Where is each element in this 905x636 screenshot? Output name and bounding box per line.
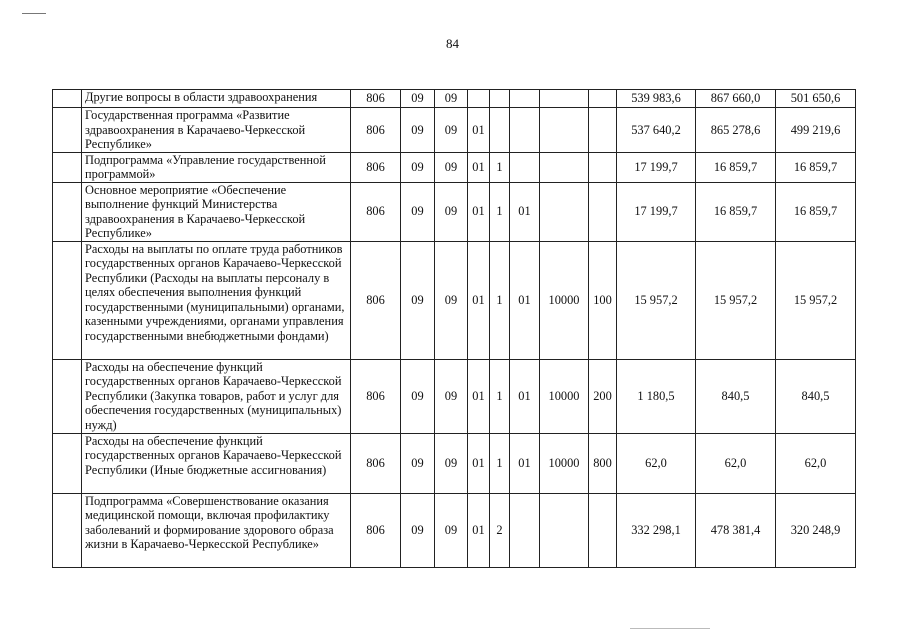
program-code-cell: 01 bbox=[468, 152, 490, 182]
subsection-code-cell: 09 bbox=[435, 152, 468, 182]
amount-3-cell: 16 859,7 bbox=[776, 152, 856, 182]
amount-1-cell: 62,0 bbox=[617, 433, 696, 493]
ministry-code-cell: 806 bbox=[351, 359, 401, 433]
scan-mark bbox=[630, 628, 710, 629]
row-spacer-cell bbox=[53, 152, 82, 182]
direction-code-cell bbox=[540, 90, 589, 108]
amount-2-cell: 16 859,7 bbox=[696, 182, 776, 241]
table-row bbox=[53, 493, 856, 567]
amount-2-cell: 15 957,2 bbox=[696, 241, 776, 359]
table-row bbox=[53, 241, 856, 359]
ministry-code-cell: 806 bbox=[351, 433, 401, 493]
section-code-cell: 09 bbox=[401, 90, 435, 108]
section-code-cell: 09 bbox=[401, 359, 435, 433]
direction-code-cell: 10000 bbox=[540, 433, 589, 493]
ministry-code-cell: 806 bbox=[351, 90, 401, 108]
event-code-cell: 01 bbox=[510, 359, 540, 433]
table-row bbox=[53, 182, 856, 241]
direction-code-cell bbox=[540, 108, 589, 153]
section-code-cell: 09 bbox=[401, 152, 435, 182]
event-code-cell bbox=[510, 90, 540, 108]
row-spacer-cell bbox=[53, 182, 82, 241]
amount-1-cell: 332 298,1 bbox=[617, 493, 696, 567]
section-code-cell: 09 bbox=[401, 493, 435, 567]
amount-1-cell: 539 983,6 bbox=[617, 90, 696, 108]
row-name-cell: Расходы на выплаты по оплате труда работников государственных органов Карачаево-Черкесской Республики (Расходы на выплаты персоналу в целях обеспечения выполнения функций государственными (муниципальными) органами, казенными учреждениями, органами управления государственными внебюджетными фондами) bbox=[82, 241, 351, 359]
section-code-cell: 09 bbox=[401, 433, 435, 493]
ministry-code-cell: 806 bbox=[351, 493, 401, 567]
event-code-cell bbox=[510, 108, 540, 153]
table-row bbox=[53, 108, 856, 153]
expense-type-cell bbox=[589, 493, 617, 567]
row-spacer-cell bbox=[53, 433, 82, 493]
subprogram-code-cell: 1 bbox=[490, 241, 510, 359]
subsection-code-cell: 09 bbox=[435, 241, 468, 359]
direction-code-cell bbox=[540, 493, 589, 567]
expense-type-cell bbox=[589, 90, 617, 108]
subsection-code-cell: 09 bbox=[435, 90, 468, 108]
row-name-cell: Подпрограмма «Управление государственной программой» bbox=[82, 152, 351, 182]
amount-2-cell: 840,5 bbox=[696, 359, 776, 433]
ministry-code-cell: 806 bbox=[351, 241, 401, 359]
expense-type-cell: 200 bbox=[589, 359, 617, 433]
subprogram-code-cell: 2 bbox=[490, 493, 510, 567]
row-name-cell: Основное мероприятие «Обеспечение выполнение функций Министерства здравоохранения в Карачаево-Черкесской Республике» bbox=[82, 182, 351, 241]
subsection-code-cell: 09 bbox=[435, 433, 468, 493]
amount-2-cell: 865 278,6 bbox=[696, 108, 776, 153]
direction-code-cell bbox=[540, 182, 589, 241]
subprogram-code-cell bbox=[490, 90, 510, 108]
event-code-cell bbox=[510, 152, 540, 182]
expense-type-cell bbox=[589, 182, 617, 241]
row-spacer-cell bbox=[53, 241, 82, 359]
row-name-cell: Подпрограмма «Совершенствование оказания медицинской помощи, включая профилактику заболеваний и формирование здорового образа жизни в Карачаево-Черкесской Республике» bbox=[82, 493, 351, 567]
amount-1-cell: 17 199,7 bbox=[617, 152, 696, 182]
table-row bbox=[53, 359, 856, 433]
event-code-cell bbox=[510, 493, 540, 567]
row-spacer-cell bbox=[53, 493, 82, 567]
program-code-cell: 01 bbox=[468, 182, 490, 241]
row-spacer-cell bbox=[53, 90, 82, 108]
amount-3-cell: 499 219,6 bbox=[776, 108, 856, 153]
subprogram-code-cell bbox=[490, 108, 510, 153]
event-code-cell: 01 bbox=[510, 433, 540, 493]
section-code-cell: 09 bbox=[401, 182, 435, 241]
row-name-cell: Расходы на обеспечение функций государственных органов Карачаево-Черкесской Республики (Иные бюджетные ассигнования) bbox=[82, 433, 351, 493]
program-code-cell: 01 bbox=[468, 241, 490, 359]
expense-type-cell: 800 bbox=[589, 433, 617, 493]
amount-2-cell: 62,0 bbox=[696, 433, 776, 493]
amount-1-cell: 537 640,2 bbox=[617, 108, 696, 153]
direction-code-cell: 10000 bbox=[540, 241, 589, 359]
ministry-code-cell: 806 bbox=[351, 182, 401, 241]
program-code-cell: 01 bbox=[468, 493, 490, 567]
amount-3-cell: 16 859,7 bbox=[776, 182, 856, 241]
amount-1-cell: 17 199,7 bbox=[617, 182, 696, 241]
program-code-cell: 01 bbox=[468, 359, 490, 433]
program-code-cell: 01 bbox=[468, 108, 490, 153]
program-code-cell bbox=[468, 90, 490, 108]
amount-1-cell: 1 180,5 bbox=[617, 359, 696, 433]
direction-code-cell: 10000 bbox=[540, 359, 589, 433]
expense-type-cell bbox=[589, 108, 617, 153]
ministry-code-cell: 806 bbox=[351, 108, 401, 153]
amount-3-cell: 15 957,2 bbox=[776, 241, 856, 359]
amount-2-cell: 16 859,7 bbox=[696, 152, 776, 182]
subsection-code-cell: 09 bbox=[435, 493, 468, 567]
amount-3-cell: 320 248,9 bbox=[776, 493, 856, 567]
scan-mark bbox=[22, 13, 46, 14]
subsection-code-cell: 09 bbox=[435, 359, 468, 433]
table-body bbox=[53, 90, 856, 568]
table-row bbox=[53, 90, 856, 108]
event-code-cell: 01 bbox=[510, 241, 540, 359]
budget-table bbox=[52, 89, 856, 568]
expense-type-cell bbox=[589, 152, 617, 182]
row-name-cell: Государственная программа «Развитие здравоохранения в Карачаево-Черкесской Республике» bbox=[82, 108, 351, 153]
subprogram-code-cell: 1 bbox=[490, 359, 510, 433]
subprogram-code-cell: 1 bbox=[490, 182, 510, 241]
subsection-code-cell: 09 bbox=[435, 182, 468, 241]
ministry-code-cell: 806 bbox=[351, 152, 401, 182]
amount-1-cell: 15 957,2 bbox=[617, 241, 696, 359]
subprogram-code-cell: 1 bbox=[490, 433, 510, 493]
page-number: 84 bbox=[446, 36, 459, 51]
amount-3-cell: 501 650,6 bbox=[776, 90, 856, 108]
amount-3-cell: 840,5 bbox=[776, 359, 856, 433]
subprogram-code-cell: 1 bbox=[490, 152, 510, 182]
section-code-cell: 09 bbox=[401, 108, 435, 153]
row-name-cell: Расходы на обеспечение функций государственных органов Карачаево-Черкесской Республики (Закупка товаров, работ и услуг для обеспечения государственных (муниципальных) нужд) bbox=[82, 359, 351, 433]
expense-type-cell: 100 bbox=[589, 241, 617, 359]
amount-3-cell: 62,0 bbox=[776, 433, 856, 493]
section-code-cell: 09 bbox=[401, 241, 435, 359]
amount-2-cell: 478 381,4 bbox=[696, 493, 776, 567]
row-name-cell: Другие вопросы в области здравоохранения bbox=[82, 90, 351, 108]
program-code-cell: 01 bbox=[468, 433, 490, 493]
event-code-cell: 01 bbox=[510, 182, 540, 241]
subsection-code-cell: 09 bbox=[435, 108, 468, 153]
amount-2-cell: 867 660,0 bbox=[696, 90, 776, 108]
direction-code-cell bbox=[540, 152, 589, 182]
row-spacer-cell bbox=[53, 359, 82, 433]
table-row bbox=[53, 152, 856, 182]
table-row bbox=[53, 433, 856, 493]
row-spacer-cell bbox=[53, 108, 82, 153]
